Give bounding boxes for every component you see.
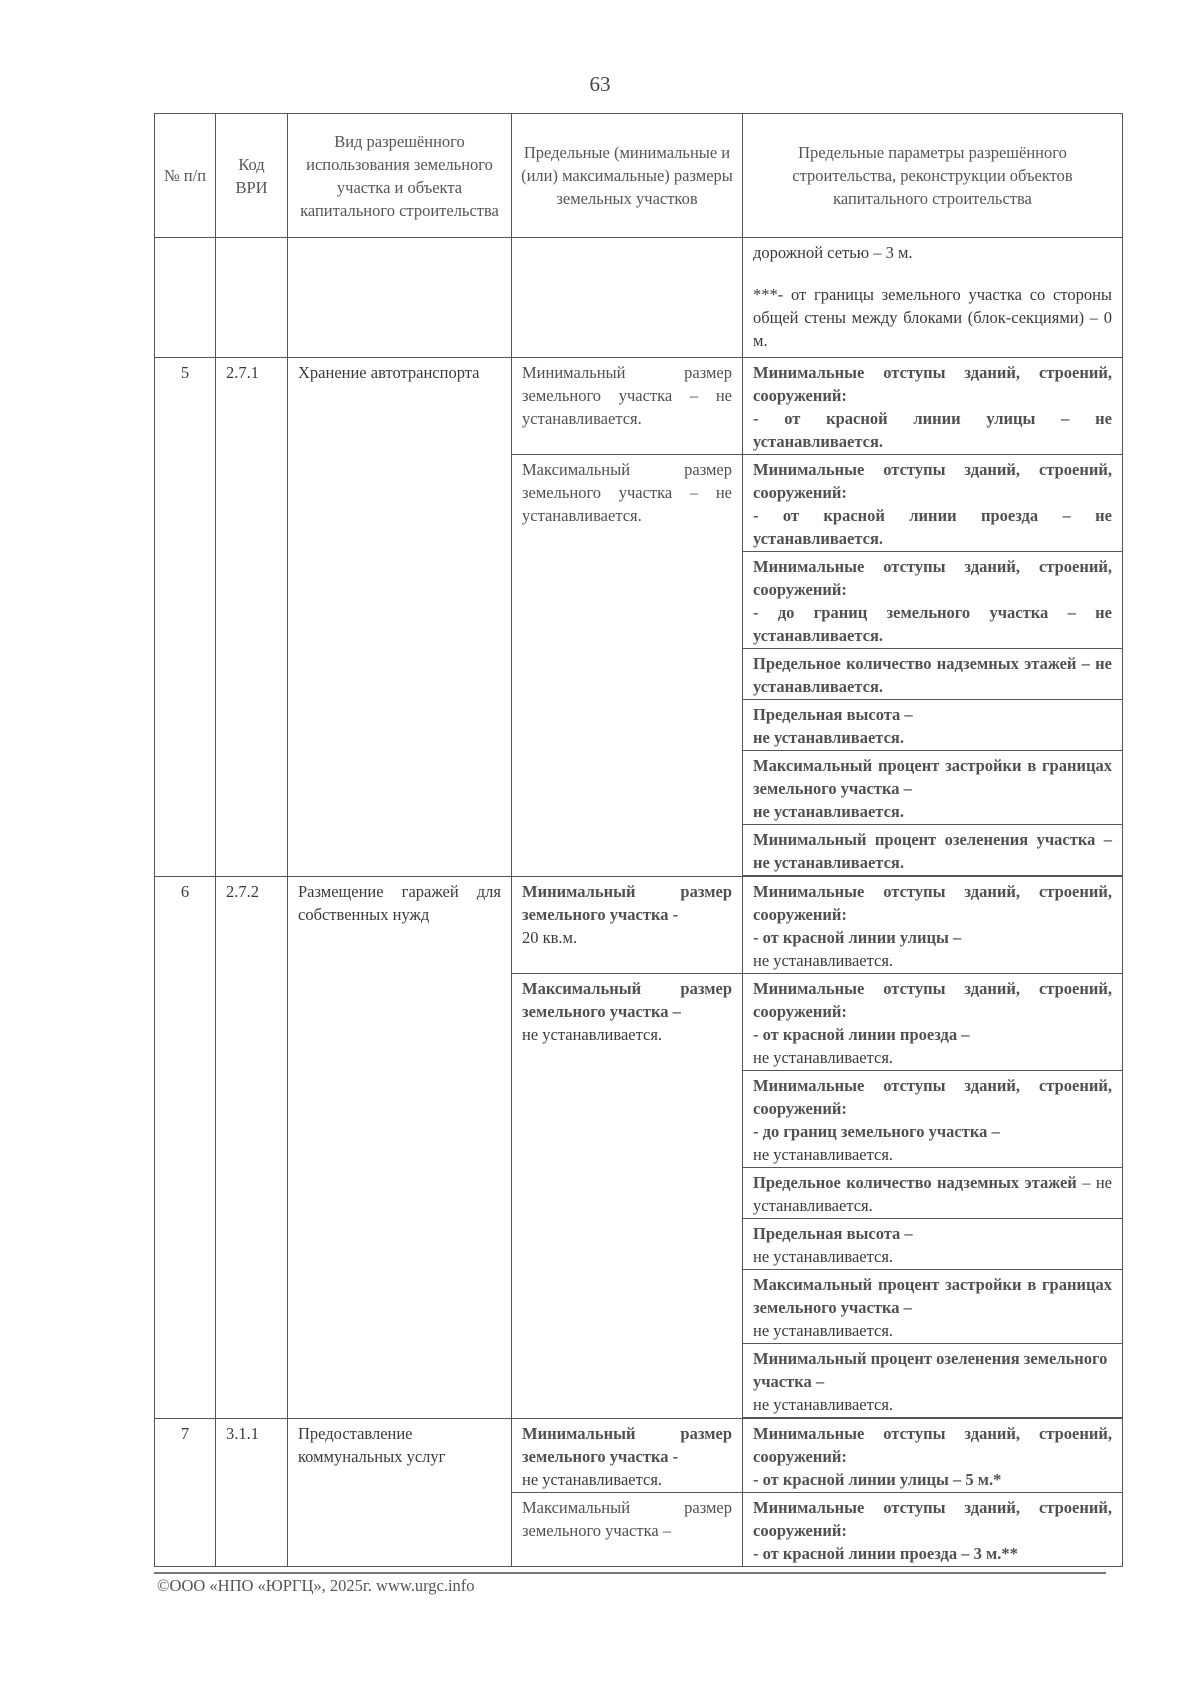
min-size-cell: Минимальный размер земельного участка – не устанавливается.: [512, 358, 743, 455]
row-use: Хранение автотранспорта: [288, 358, 512, 877]
row-code: 3.1.1: [216, 1419, 288, 1567]
param-cell: Минимальные отступы зданий, строений, сооружений: - от красной линии проезда – 3 м.**: [743, 1493, 1123, 1567]
max-size-cell: Максимальный размер земельного участка – не устанавливается.: [512, 455, 743, 877]
param-cell: Минимальные отступы зданий, строений, сооружений: - от красной линии улицы – не устанавливается.: [743, 877, 1123, 974]
max-size-cell: Максимальный размер земельного участка –: [512, 1493, 743, 1567]
row-use: Предоставление коммунальных услуг: [288, 1419, 512, 1567]
param-cell: Предельная высота – не устанавливается.: [743, 1219, 1123, 1270]
params-cell: [743, 238, 1123, 358]
param-cell: Минимальные отступы зданий, строений, сооружений: - до границ земельного участка – не устанавливается.: [743, 1071, 1123, 1168]
min-size-cell: Минимальный размер земельного участка - не устанавливается.: [512, 1419, 743, 1493]
min-size-cell: Минимальный размер земельного участка - 20 кв.м.: [512, 877, 743, 974]
param-cell: Минимальный процент озеленения земельного участка – не устанавливается.: [743, 1344, 1123, 1418]
param-cell: Минимальные отступы зданий, строений, сооружений: - до границ земельного участка – не устанавливается.: [743, 552, 1123, 649]
row-number: 5: [155, 358, 216, 877]
header-num: № п/п: [155, 114, 216, 238]
param-cell: Максимальный процент застройки в границах земельного участка – не устанавливается.: [743, 1270, 1123, 1344]
table-row: [155, 877, 1123, 974]
param-cell: Минимальные отступы зданий, строений, сооружений: - от красной линии улицы – не устанавливается.: [743, 358, 1123, 455]
continuation-line-1: дорожной сетью – 3 м.: [753, 243, 913, 262]
regulations-table: [154, 113, 1123, 1567]
header-size: Предельные (минимальные и (или) максимальные) размеры земельных участков: [512, 114, 743, 238]
header-use: Вид разрешённого использования земельного участка и объекта капитального строительства: [288, 114, 512, 238]
row-number: 6: [155, 877, 216, 1419]
param-cell: Предельное количество надземных этажей – не устанавливается.: [743, 649, 1123, 700]
row-use: Размещение гаражей для собственных нужд: [288, 877, 512, 1419]
param-cell: Минимальные отступы зданий, строений, сооружений: - от красной линии проезда – не устанавливается.: [743, 455, 1123, 552]
param-cell: Минимальные отступы зданий, строений, сооружений: - от красной линии проезда – не устанавливается.: [743, 974, 1123, 1071]
param-cell: Предельное количество надземных этажей – не устанавливается.: [743, 1168, 1123, 1219]
header-params: Предельные параметры разрешённого строительства, реконструкции объектов капитального строительства: [743, 114, 1123, 238]
continuation-line-2: ***- от границы земельного участка со стороны общей стены между блоками (блок-секциями) – 0 м.: [753, 285, 1112, 350]
row-code: 2.7.1: [216, 358, 288, 877]
param-cell: Максимальный процент застройки в границах земельного участка – не устанавливается.: [743, 751, 1123, 825]
page-number: 63: [589, 72, 611, 96]
row-code: 2.7.2: [216, 877, 288, 1419]
table-row-continuation: [155, 238, 1123, 358]
param-cell: Минимальный процент озеленения участка – не устанавливается.: [743, 825, 1123, 876]
param-cell: Минимальные отступы зданий, строений, сооружений: - от красной линии улицы – 5 м.*: [743, 1419, 1123, 1493]
footer-copyright: ©ООО «НПО «ЮРГЦ», 2025г. www.urgc.info: [157, 1576, 475, 1595]
max-size-cell: Максимальный размер земельного участка – не устанавливается.: [512, 974, 743, 1419]
row-number: 7: [155, 1419, 216, 1567]
header-code: Код ВРИ: [216, 114, 288, 238]
param-cell: Предельная высота – не устанавливается.: [743, 700, 1123, 751]
footer-divider: [154, 1572, 1106, 1574]
table-row: [155, 358, 1123, 455]
table-row: [155, 1419, 1123, 1493]
table-header-row: [155, 114, 1123, 238]
